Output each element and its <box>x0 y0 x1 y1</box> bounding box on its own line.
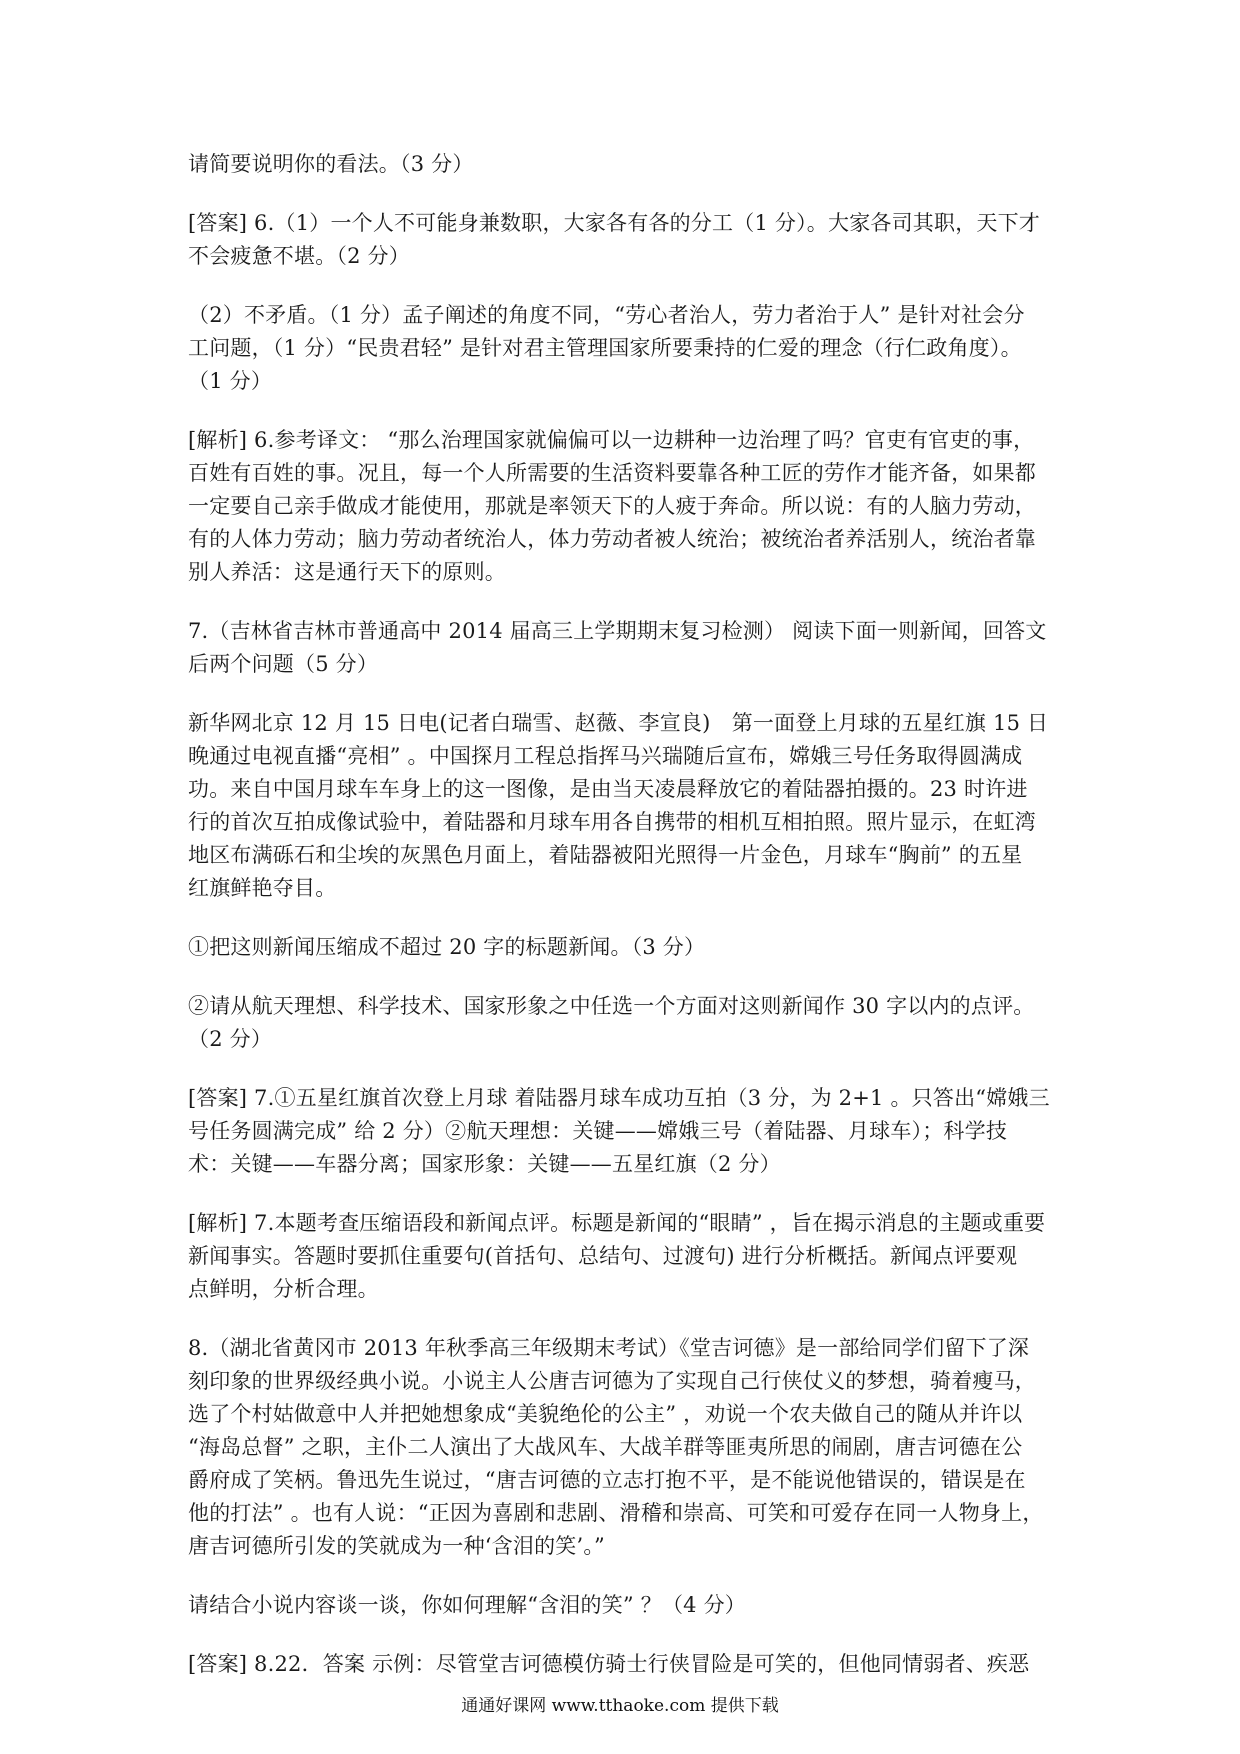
text-line: 唐吉诃德所引发的笑就成为一种‘含泪的笑’。” <box>188 1534 605 1558</box>
text-paragraph <box>188 1207 1068 1306</box>
text-line: 地区布满砾石和尘埃的灰黑色月面上，着陆器被阳光照得一片金色，月球车“胸前” 的五星 <box>188 843 1023 867</box>
text-line: 别人养活：这是通行天下的原则。 <box>188 560 506 584</box>
text-line: 爵府成了笑柄。鲁迅先生说过，“唐吉诃德的立志打抱不平，是不能说他错误的，错误是在 <box>188 1468 1026 1492</box>
text-paragraph <box>188 207 1068 273</box>
text-paragraph <box>188 1648 1068 1681</box>
text-line: 点鲜明，分析合理。 <box>188 1277 379 1301</box>
text-line: “海岛总督” 之职，主仆二人演出了大战风车、大战羊群等匪夷所思的闹剧，唐吉诃德在公 <box>188 1435 1023 1459</box>
text-line: 功。来自中国月球车车身上的这一图像，是由当天凌晨释放它的着陆器拍摄的。23 时许进 <box>188 777 1028 801</box>
text-line: 8.（湖北省黄冈市 2013 年秋季高三年级期末考试）《堂吉诃德》是一部给同学们留下了深 <box>188 1336 1030 1360</box>
text-line: [解析] 6.参考译文： “那么治理国家就偏偏可以一边耕种一边治理了吗？官吏有官吏的事， <box>188 428 1035 452</box>
document-body <box>188 148 1068 1707</box>
text-paragraph <box>188 931 1068 964</box>
text-line: 晚通过电视直播“亮相” 。中国探月工程总指挥马兴瑞随后宣布，嫦娥三号任务取得圆满成 <box>188 744 1023 768</box>
text-line: 选了个村姑做意中人并把她想象成“美貌绝伦的公主” ，劝说一个农夫做自己的随从并许以 <box>188 1402 1023 1426</box>
text-line: 号任务圆满完成” 给 2 分）②航天理想：关键——嫦娥三号（着陆器、月球车）；科学技 <box>188 1119 1008 1143</box>
text-line: [答案] 8.22．答案 示例：尽管堂吉诃德模仿骑士行侠冒险是可笑的，但他同情弱者、疾恶 <box>188 1652 1030 1676</box>
text-line: [解析] 7.本题考查压缩语段和新闻点评。标题是新闻的“眼睛” ，旨在揭示消息的主题或重要 <box>188 1211 1046 1235</box>
text-line: 新华网北京 12 月 15 日电(记者白瑞雪、赵薇、李宣良) 第一面登上月球的五星红旗 15 日 <box>188 711 1049 735</box>
text-line: 他的打法” 。也有人说：“正因为喜剧和悲剧、滑稽和崇高、可笑和可爱存在同一人物身上， <box>188 1501 1044 1525</box>
text-line: [答案] 6.（1）一个人不可能身兼数职，大家各有各的分工（1 分）。大家各司其职，天下才 <box>188 211 1040 235</box>
text-line: （2）不矛盾。（1 分）孟子阐述的角度不同，“劳心者治人，劳力者治于人” 是针对社会分 <box>188 303 1025 327</box>
text-line: 行的首次互拍成像试验中，着陆器和月球车用各自携带的相机互相拍照。照片显示，在虹湾 <box>188 810 1036 834</box>
text-paragraph <box>188 615 1068 681</box>
text-line: 术：关键——车器分离；国家形象：关键——五星红旗（2 分） <box>188 1152 781 1176</box>
text-line: 工问题，（1 分）“民贵君轻” 是针对君主管理国家所要秉持的仁爱的理念（行仁政角度）。 <box>188 336 1022 360</box>
text-paragraph <box>188 990 1068 1056</box>
text-line: 百姓有百姓的事。况且，每一个人所需要的生活资料要靠各种工匠的劳作才能齐备，如果都 <box>188 461 1036 485</box>
text-line: （1 分） <box>188 369 273 393</box>
text-line: 请简要说明你的看法。（3 分） <box>188 152 474 176</box>
text-paragraph <box>188 707 1068 905</box>
text-line: 新闻事实。答题时要抓住重要句(首括句、总结句、过渡句) 进行分析概括。新闻点评要观 <box>188 1244 1018 1268</box>
text-line: 不会疲惫不堪。（2 分） <box>188 244 410 268</box>
text-paragraph <box>188 1082 1068 1181</box>
text-paragraph <box>188 148 1068 181</box>
text-line: 红旗鲜艳夺目。 <box>188 876 337 900</box>
text-line: 7.（吉林省吉林市普通高中 2014 届高三上学期期末复习检测） 阅读下面一则新闻，回答文 <box>188 619 1047 643</box>
text-paragraph <box>188 424 1068 589</box>
text-line: （2 分） <box>188 1027 273 1051</box>
text-line: 后两个问题（5 分） <box>188 652 379 676</box>
page-footer: 通通好课网 www.tthaoke.com 提供下载 <box>461 1696 779 1716</box>
text-line: 刻印象的世界级经典小说。小说主人公唐吉诃德为了实现自己行侠仗义的梦想，骑着瘦马， <box>188 1369 1036 1393</box>
text-paragraph <box>188 1589 1068 1622</box>
text-line: 有的人体力劳动；脑力劳动者统治人，体力劳动者被人统治；被统治者养活别人，统治者靠 <box>188 527 1036 551</box>
text-paragraph <box>188 1332 1068 1563</box>
text-line: [答案] 7.①五星红旗首次登上月球 着陆器月球车成功互拍（3 分，为 2+1 。只答出“嫦娥三 <box>188 1086 1050 1110</box>
text-line: ②请从航天理想、科学技术、国家形象之中任选一个方面对这则新闻作 30 字以内的点评。 <box>188 994 1035 1018</box>
text-line: 一定要自己亲手做成才能使用，那就是率领天下的人疲于奔命。所以说：有的人脑力劳动， <box>188 494 1036 518</box>
text-line: ①把这则新闻压缩成不超过 20 字的标题新闻。（3 分） <box>188 935 706 959</box>
text-paragraph <box>188 299 1068 398</box>
text-line: 请结合小说内容谈一谈，你如何理解“含泪的笑” ？（4 分） <box>188 1593 746 1617</box>
